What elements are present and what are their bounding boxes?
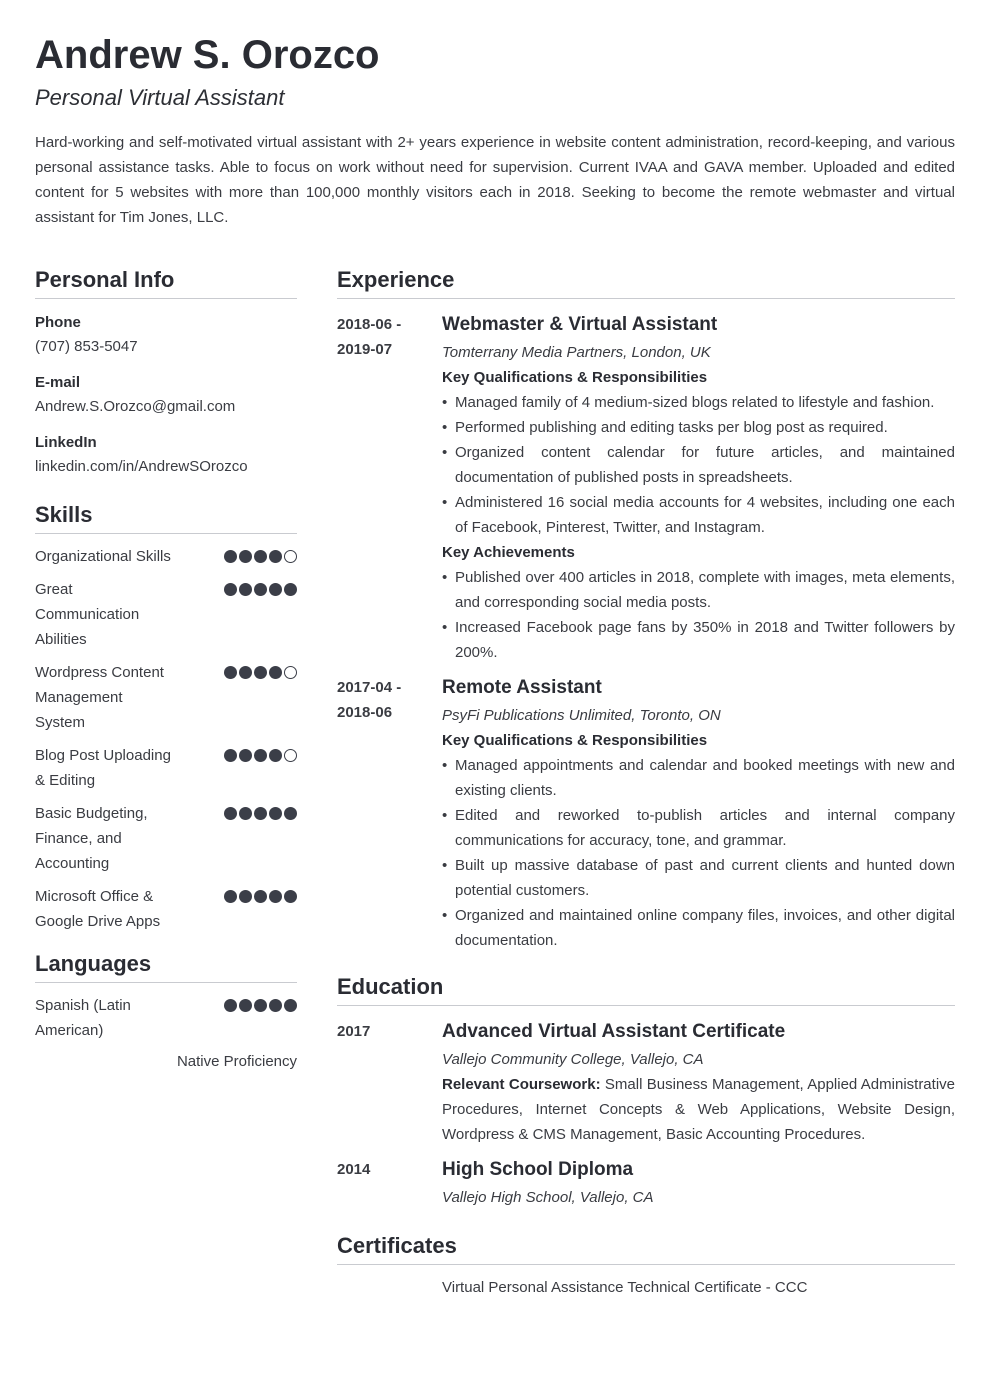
skill-row <box>35 577 297 652</box>
filled-dot-icon <box>224 550 237 563</box>
resume-header <box>35 30 955 230</box>
phone-label: Phone <box>35 314 81 331</box>
filled-dot-icon <box>284 890 297 903</box>
summary-paragraph: Hard-working and self-motivated virtual assistant with 2+ years experience in website content administration, record-keeping, and various personal assistance tasks. Able to focus on work without need for supervision. Current IVAA and GAVA member. Uploaded and edited content for 5 websites with more than 100,000 monthly visitors each in 2018. Seeking to become the remote webmaster and virtual assistant for Tim Jones, LLC. <box>35 134 955 226</box>
list-item: • Published over 400 articles in 2018, complete with images, meta elements, and corresponding social media posts. <box>442 565 955 615</box>
experience-dates <box>337 312 442 665</box>
job-title: Personal Virtual Assistant <box>35 85 285 110</box>
skills-heading: Skills <box>35 501 297 534</box>
achievements-heading: Key Achievements <box>442 544 575 561</box>
language-level: Native Proficiency <box>176 1053 297 1070</box>
list-item: • Edited and reworked to-publish articles and internal company communications for accuracy, tone, and grammar. <box>442 803 955 853</box>
filled-dot-icon <box>224 999 237 1012</box>
coursework-label: Relevant Coursework: <box>442 1076 601 1093</box>
list-item: • Organized content calendar for future articles, and maintained documentation of published posts in spreadsheets. <box>442 440 955 490</box>
coursework-text: Small Business Management, Applied Administrative Procedures, Internet Concepts & Web Applications, Website Design, Wordpress & CMS Management, Basic Accounting Procedures. <box>442 1076 955 1143</box>
filled-dot-icon <box>224 890 237 903</box>
education-school: Vallejo Community College, Vallejo, CA <box>442 1051 704 1068</box>
responsibilities-list <box>442 753 955 953</box>
list-item: • Administered 16 social media accounts for 4 websites, including one each of Facebook, Pinterest, Twitter, and Instagram. <box>442 490 955 540</box>
experience-body <box>442 675 955 953</box>
skills-list <box>35 544 297 934</box>
experience-body <box>442 312 955 665</box>
rating-dots <box>224 666 297 679</box>
filled-dot-icon <box>269 749 282 762</box>
skill-name: Blog Post Uploading & Editing <box>35 747 171 789</box>
skill-row <box>35 884 297 934</box>
filled-dot-icon <box>239 550 252 563</box>
responsibilities-heading: Key Qualifications & Responsibilities <box>442 732 708 749</box>
responsibilities-heading: Key Qualifications & Responsibilities <box>442 369 708 386</box>
list-item: • Performed publishing and editing tasks per blog post as required. <box>442 415 955 440</box>
empty-dot-icon <box>284 666 297 679</box>
list-item: • Organized and maintained online company files, invoices, and other digital documentation. <box>442 903 955 953</box>
skill-row <box>35 993 297 1043</box>
certificate-item: Virtual Personal Assistance Technical Certificate - CCC <box>442 1279 808 1296</box>
skill-row <box>35 743 297 793</box>
email-label: E-mail <box>35 374 81 391</box>
filled-dot-icon <box>224 749 237 762</box>
phone-value: (707) 853-5047 <box>35 338 138 355</box>
list-item: • Increased Facebook page fans by 350% in 2018 and Twitter followers by 200%. <box>442 615 955 665</box>
empty-dot-icon <box>284 749 297 762</box>
rating-dots <box>224 583 297 596</box>
linkedin-label: LinkedIn <box>35 434 97 451</box>
candidate-name: Andrew S. Orozco <box>35 33 380 77</box>
filled-dot-icon <box>254 550 267 563</box>
education-entry <box>337 1019 955 1147</box>
coursework-paragraph <box>442 1072 955 1147</box>
filled-dot-icon <box>239 807 252 820</box>
filled-dot-icon <box>239 999 252 1012</box>
list-item: • Built up massive database of past and current clients and hunted down potential customers. <box>442 853 955 903</box>
email-value: Andrew.S.Orozco@gmail.com <box>35 398 236 415</box>
experience-title: Webmaster & Virtual Assistant <box>442 314 718 335</box>
empty-dot-icon <box>284 550 297 563</box>
filled-dot-icon <box>239 666 252 679</box>
filled-dot-icon <box>224 807 237 820</box>
languages-list <box>35 993 297 1073</box>
education-year: 2014 <box>337 1161 371 1178</box>
certificates-heading: Certificates <box>337 1232 955 1265</box>
right-column <box>337 266 955 1300</box>
filled-dot-icon <box>269 807 282 820</box>
linkedin-value: linkedin.com/in/AndrewSOrozco <box>35 458 248 475</box>
experience-entry <box>337 312 955 665</box>
education-body <box>442 1157 955 1210</box>
skill-name: Basic Budgeting, Finance, and Accounting <box>35 805 148 872</box>
filled-dot-icon <box>284 807 297 820</box>
education-title: Advanced Virtual Assistant Certificate <box>442 1021 786 1042</box>
date-start: 2018-06 - <box>337 316 402 333</box>
filled-dot-icon <box>254 890 267 903</box>
rating-dots <box>224 807 297 820</box>
skill-name: Microsoft Office & Google Drive Apps <box>35 888 161 930</box>
filled-dot-icon <box>254 583 267 596</box>
education-heading: Education <box>337 973 955 1006</box>
filled-dot-icon <box>269 550 282 563</box>
list-item: • Managed family of 4 medium-sized blogs related to lifestyle and fashion. <box>442 390 955 415</box>
filled-dot-icon <box>269 999 282 1012</box>
filled-dot-icon <box>284 999 297 1012</box>
achievements-list <box>442 565 955 665</box>
personal-info-heading: Personal Info <box>35 266 297 299</box>
education-title: High School Diploma <box>442 1159 634 1180</box>
list-item: • Managed appointments and calendar and booked meetings with new and existing clients. <box>442 753 955 803</box>
skill-name: Spanish (Latin American) <box>35 997 131 1039</box>
personal-info-list <box>35 312 297 479</box>
skill-name: Great Communication Abilities <box>35 581 140 648</box>
filled-dot-icon <box>269 890 282 903</box>
experience-org: Tomterrany Media Partners, London, UK <box>442 344 711 361</box>
filled-dot-icon <box>254 666 267 679</box>
experience-dates <box>337 675 442 953</box>
education-year: 2017 <box>337 1023 371 1040</box>
filled-dot-icon <box>239 749 252 762</box>
education-school: Vallejo High School, Vallejo, CA <box>442 1189 654 1206</box>
left-column <box>35 266 297 1073</box>
date-end: 2019-07 <box>337 341 393 358</box>
date-start: 2017-04 - <box>337 679 402 696</box>
skill-row <box>35 660 297 735</box>
skill-name: Organizational Skills <box>35 548 171 565</box>
experience-heading: Experience <box>337 266 955 299</box>
date-end: 2018-06 <box>337 704 393 721</box>
responsibilities-list <box>442 390 955 540</box>
filled-dot-icon <box>239 890 252 903</box>
skill-name: Wordpress Content Management System <box>35 664 164 731</box>
experience-org: PsyFi Publications Unlimited, Toronto, ON <box>442 707 721 724</box>
filled-dot-icon <box>224 666 237 679</box>
languages-heading: Languages <box>35 950 297 983</box>
rating-dots <box>224 890 297 903</box>
education-body <box>442 1019 955 1147</box>
rating-dots <box>224 749 297 762</box>
skill-row <box>35 801 297 876</box>
filled-dot-icon <box>254 807 267 820</box>
filled-dot-icon <box>254 749 267 762</box>
filled-dot-icon <box>254 999 267 1012</box>
filled-dot-icon <box>239 583 252 596</box>
skill-row <box>35 544 297 569</box>
filled-dot-icon <box>269 583 282 596</box>
education-entry <box>337 1157 955 1210</box>
experience-title: Remote Assistant <box>442 677 602 698</box>
rating-dots <box>224 550 297 563</box>
rating-dots <box>224 999 297 1012</box>
filled-dot-icon <box>269 666 282 679</box>
filled-dot-icon <box>224 583 237 596</box>
experience-entry <box>337 675 955 953</box>
filled-dot-icon <box>284 583 297 596</box>
